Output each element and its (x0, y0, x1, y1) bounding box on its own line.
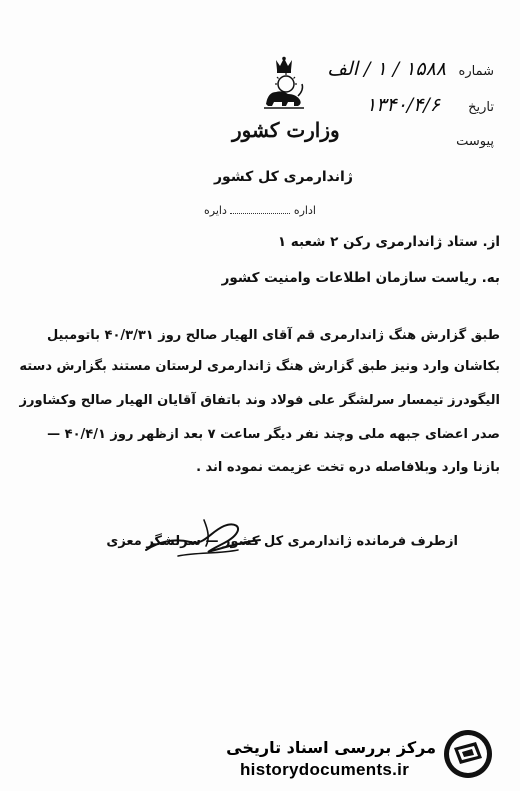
department-title: ژاندارمری کل کشور (214, 169, 353, 185)
footer-org-name: مرکز بررسی اسناد تاریخی (226, 738, 436, 757)
attachment-label: پیوست (456, 134, 494, 149)
date-value: ۱۳۴۰/۴/۶ (365, 94, 440, 116)
from-line: از. ستاد ژاندارمری رکن ۲ شعبه ۱ (277, 234, 500, 250)
date-label: تاریخ (468, 100, 494, 115)
office-line (204, 204, 316, 217)
number-label: شماره (458, 64, 494, 79)
body-line-4: صدر اعضای جبهه ملی وچند نفر دیگر ساعت ۷ بعد ازظهر روز ۴۰/۴/۱ — (47, 427, 500, 442)
office-label: اداره (293, 204, 316, 217)
handwritten-signature (138, 512, 268, 564)
ministry-title: وزارت کشور (232, 118, 340, 142)
office-blank (230, 204, 290, 214)
signature-line: ازطرف فرمانده ژاندارمری کل کشور — سرلشگر معزی (106, 534, 458, 549)
to-line: به. ریاست سازمان اطلاعات وامنیت کشور (221, 270, 500, 286)
footer-url[interactable]: historydocuments.ir (240, 760, 410, 779)
body-line-5: بازنا وارد وبلافاصله دره تخت عزیمت نموده اند . (196, 460, 500, 475)
body-line-1: طبق گزارش هنگ ژاندارمری قم آقای الهیار صالح روز ۴۰/۳/۳۱ باتومبیل (46, 328, 500, 343)
body-line-3: الیگودرز تیمسار سرلشگر علی فولاد وند باتفاق آقایان الهیار صالح وکشاورز (19, 393, 500, 408)
body-line-2: بکاشان وارد ونیز طبق گزارش هنگ ژاندارمری لرستان مستند بگزارش دسته (19, 359, 500, 374)
number-value: ۱۵۸۸ / ۱ / الف (327, 58, 446, 80)
lion-and-sun-crown-emblem-icon (258, 56, 310, 112)
office-suffix: دایره (204, 204, 227, 217)
historydocuments-logo-icon (442, 728, 494, 780)
